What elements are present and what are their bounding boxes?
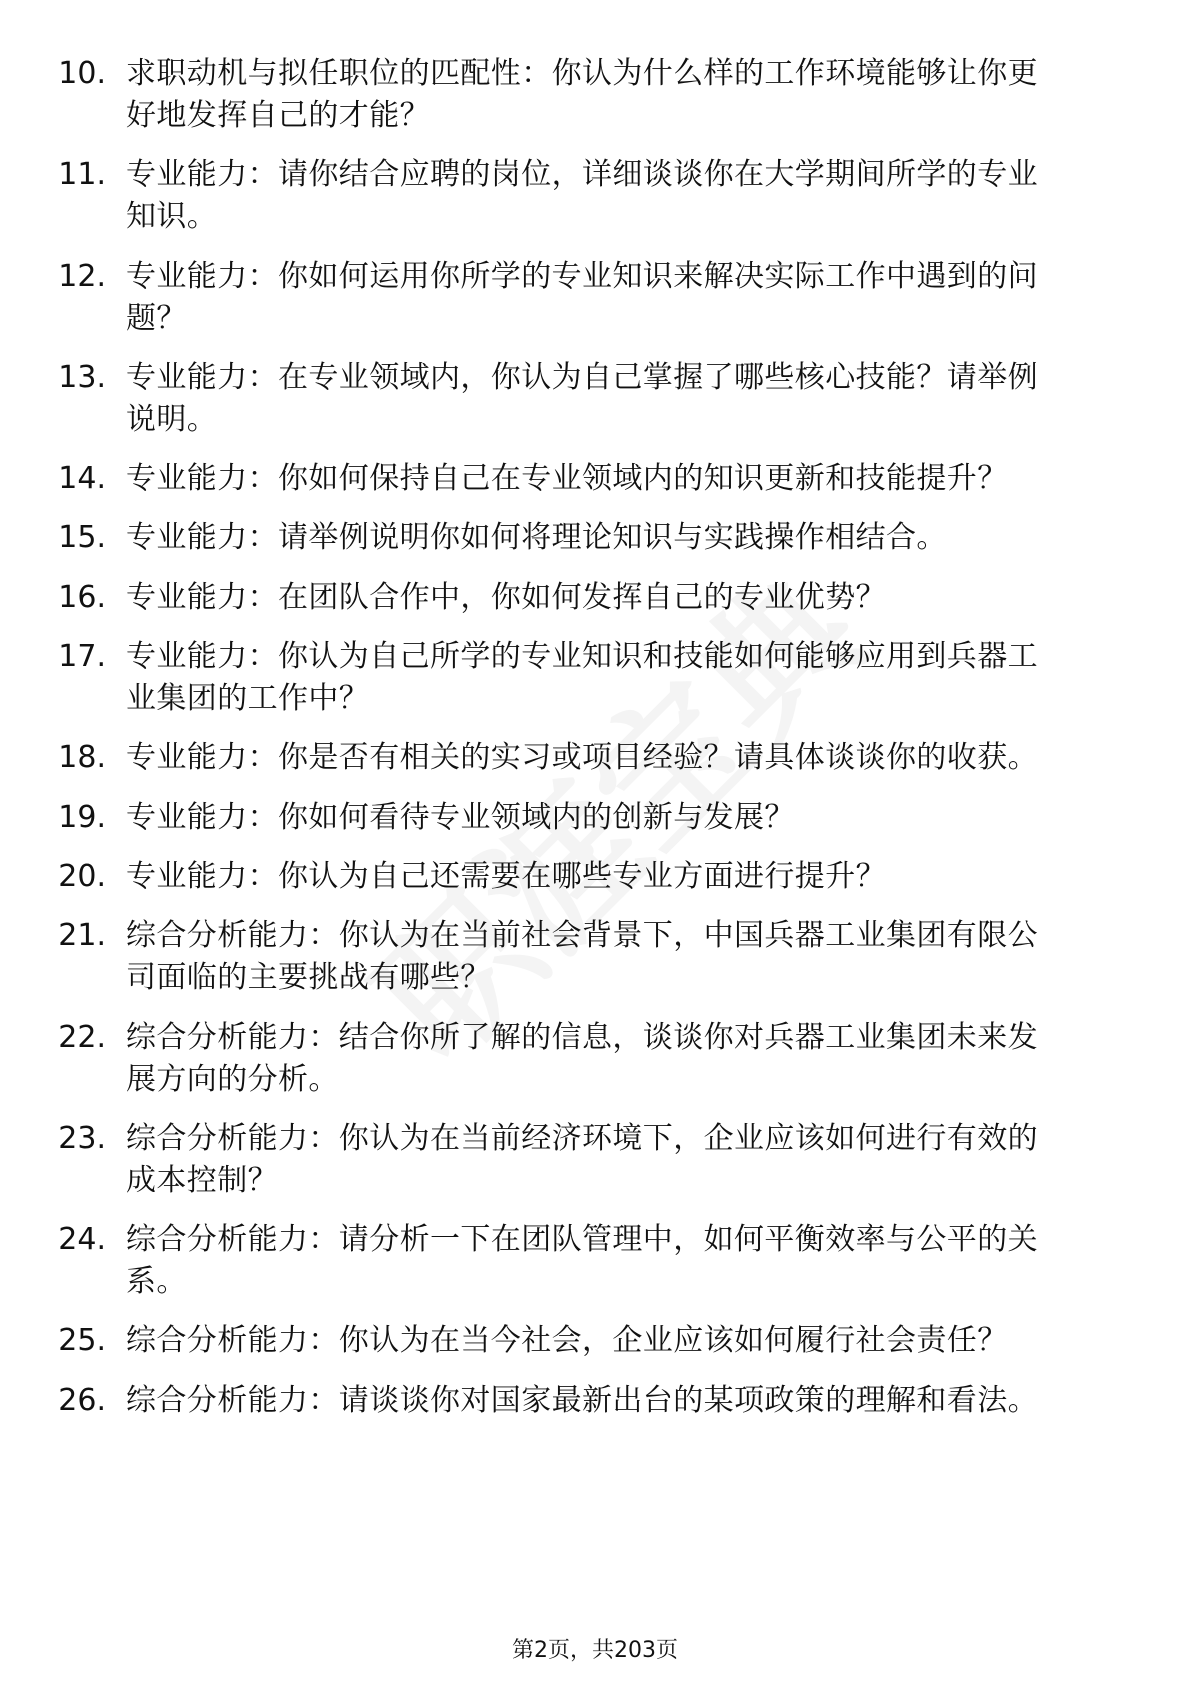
question-item — [0, 856, 1190, 898]
question-text: 专业能力：你如何看待专业领域内的创新与发展？ — [126, 799, 795, 835]
question-number: 22. — [58, 1019, 106, 1055]
question-text: 专业能力：你是否有相关的实习或项目经验？请具体谈谈你的收获。 — [126, 740, 1038, 776]
question-text: 专业能力：你如何运用你所学的专业知识来解决实际工作中遇到的问题？ — [126, 258, 1038, 336]
question-number: 23. — [58, 1120, 106, 1156]
question-number: 11. — [58, 157, 106, 193]
question-number: 24. — [58, 1222, 106, 1258]
question-number: 10. — [58, 56, 106, 91]
question-text: 求职动机与拟任职位的匹配性：你认为什么样的工作环境能够让你更好地发挥自己的才能？ — [126, 56, 1038, 133]
question-item — [0, 577, 1190, 619]
question-item — [0, 1320, 1190, 1362]
question-text: 专业能力：请你结合应聘的岗位，详细谈谈你在大学期间所学的专业知识。 — [126, 157, 1038, 235]
question-number: 16. — [58, 579, 106, 615]
question-number: 20. — [58, 858, 106, 894]
question-text: 专业能力：请举例说明你如何将理论知识与实践操作相结合。 — [126, 520, 947, 556]
question-item — [0, 1219, 1190, 1303]
question-text: 专业能力：在专业领域内，你认为自己掌握了哪些核心技能？请举例说明。 — [126, 359, 1038, 437]
question-text: 专业能力：你如何保持自己在专业领域内的知识更新和技能提升？ — [126, 461, 1008, 497]
question-list — [0, 53, 1190, 1439]
question-number: 12. — [58, 258, 106, 294]
question-text: 综合分析能力：结合你所了解的信息，谈谈你对兵器工业集团未来发展方向的分析。 — [126, 1019, 1038, 1097]
question-text: 综合分析能力：请谈谈你对国家最新出台的某项政策的理解和看法。 — [126, 1382, 1038, 1418]
question-number: 17. — [58, 639, 106, 675]
question-item — [0, 458, 1190, 500]
question-number: 14. — [58, 461, 106, 497]
question-text: 专业能力：你认为自己还需要在哪些专业方面进行提升？ — [126, 858, 886, 894]
question-item — [0, 256, 1190, 340]
question-number: 13. — [58, 359, 106, 395]
question-text: 专业能力：你认为自己所学的专业知识和技能如何能够应用到兵器工业集团的工作中？ — [126, 639, 1038, 717]
question-item — [0, 1017, 1190, 1101]
question-item — [0, 915, 1190, 999]
question-item — [0, 1380, 1190, 1422]
question-number: 19. — [58, 799, 106, 835]
question-text: 综合分析能力：你认为在当今社会，企业应该如何履行社会责任？ — [126, 1323, 1008, 1359]
question-text: 综合分析能力：请分析一下在团队管理中，如何平衡效率与公平的关系。 — [126, 1222, 1038, 1300]
question-number: 25. — [58, 1323, 106, 1359]
question-item — [0, 636, 1190, 720]
question-number: 15. — [58, 520, 106, 556]
question-text: 综合分析能力：你认为在当前经济环境下，企业应该如何进行有效的成本控制？ — [126, 1120, 1038, 1198]
question-item — [0, 517, 1190, 559]
question-text: 综合分析能力：你认为在当前社会背景下，中国兵器工业集团有限公司面临的主要挑战有哪些？ — [126, 918, 1038, 996]
question-number: 21. — [58, 918, 106, 954]
question-number: 18. — [58, 740, 106, 776]
question-item — [0, 737, 1190, 779]
question-item — [0, 1118, 1190, 1202]
question-item — [0, 797, 1190, 839]
page-footer: 第2页，共203页 — [512, 1638, 678, 1663]
question-text: 专业能力：在团队合作中，你如何发挥自己的专业优势？ — [126, 579, 886, 615]
question-item — [0, 154, 1190, 238]
question-item — [0, 357, 1190, 441]
question-number: 26. — [58, 1382, 106, 1418]
question-item — [0, 53, 1190, 137]
